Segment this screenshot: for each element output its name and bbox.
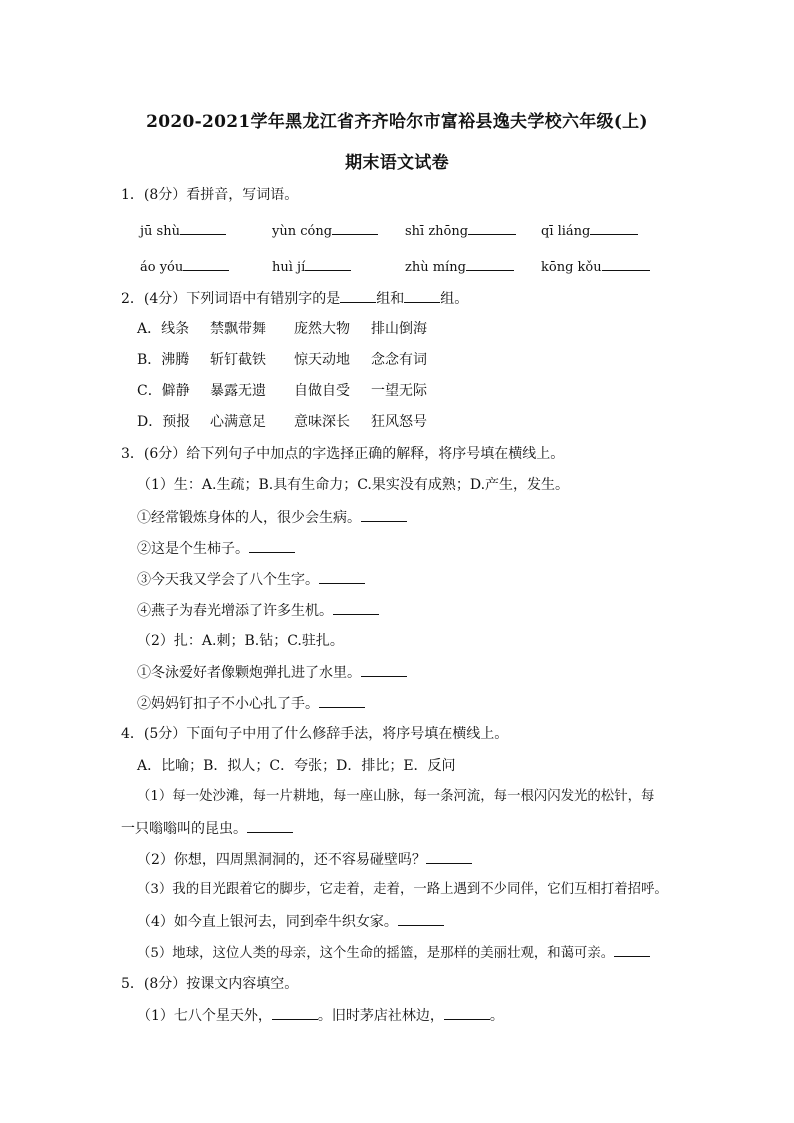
answer-blank[interactable]: [602, 256, 650, 271]
q4-sentence-2: [137, 849, 472, 870]
sentence-text: ④燕子为春光增添了许多生机。: [137, 603, 333, 619]
q1-pinyin-4: [541, 220, 638, 242]
q5-sentence-1: [137, 1005, 504, 1026]
option-word: 自做自受: [294, 383, 350, 399]
option-letter-word: C．僻静: [137, 383, 190, 399]
option-word: 意味深长: [294, 414, 350, 430]
answer-blank[interactable]: [404, 288, 440, 303]
option-letter-word: A．线条: [137, 321, 190, 337]
option-word: 心满意足: [210, 414, 266, 430]
answer-blank[interactable]: [319, 693, 365, 708]
q4-sentence-1b: [121, 818, 293, 839]
answer-blank[interactable]: [183, 256, 229, 271]
answer-blank[interactable]: [305, 256, 351, 271]
q4-sentence-5: [137, 942, 650, 964]
option-word: 禁飘带舞: [210, 321, 266, 337]
sentence-text: ①冬泳爱好者像颗炮弹扎进了水里。: [137, 665, 361, 681]
sentence-text: 一只嗡嗡叫的昆虫。: [121, 821, 247, 837]
q4-options: A．比喻；B．拟人；C．夸张；D．排比；E．反问: [137, 758, 456, 774]
q1-pinyin-3: [405, 220, 516, 242]
q3-sub1-item-1: [137, 507, 407, 528]
option-word: 念念有词: [371, 352, 427, 368]
answer-blank[interactable]: [361, 507, 407, 522]
option-word: 排山倒海: [371, 321, 427, 337]
q3-sub1-item-2: [137, 538, 295, 559]
pinyin-text: kōng kǒu: [541, 260, 602, 275]
option-word: 暴露无遗: [210, 383, 266, 399]
q3-sub2-item-2: [137, 693, 365, 714]
q4-sentence-3: （3）我的目光跟着它的脚步，它走着，走着，一路上遇到不少同伴，它们互相打着招呼。: [137, 882, 668, 897]
answer-blank[interactable]: [333, 600, 379, 615]
q1-pinyin-7: [405, 256, 514, 278]
answer-blank[interactable]: [426, 849, 472, 864]
q4-sentence-1a: （1）每一处沙滩，每一片耕地，每一座山脉，每一条河流，每一根闪闪发光的松针，每: [137, 789, 655, 804]
q4-sentence-4: [137, 911, 444, 932]
q2-stem-text-a: 2．(4分）下列词语中有错别字的是: [121, 291, 341, 307]
q1-pinyin-1: [140, 220, 226, 242]
q1-pinyin-8: [541, 256, 650, 278]
answer-blank[interactable]: [272, 1005, 318, 1020]
exam-title-line2: 期末语文试卷: [345, 153, 449, 173]
option-word: 斩钉截铁: [210, 352, 266, 368]
sentence-text: ③今天我又学会了八个生字。: [137, 572, 319, 588]
q3-sub1-definitions: （1）生：A.生疏；B.具有生命力；C.果实没有成熟；D.产生，发生。: [137, 477, 570, 493]
answer-blank[interactable]: [319, 569, 365, 584]
q1-stem: 1．(8分）看拼音，写词语。: [121, 187, 299, 203]
sentence-text: ②这是个生柿子。: [137, 541, 249, 557]
answer-blank[interactable]: [361, 662, 407, 677]
answer-blank[interactable]: [398, 911, 444, 926]
pinyin-text: áo yóu: [140, 260, 184, 275]
q1-pinyin-2: [272, 220, 378, 242]
answer-blank[interactable]: [332, 220, 378, 235]
pinyin-text: zhù míng: [405, 260, 466, 275]
pinyin-text: yùn cóng: [272, 224, 333, 239]
sentence-text: 。: [489, 1008, 504, 1024]
answer-blank[interactable]: [247, 818, 293, 833]
sentence-text: （5）地球，这位人类的母亲，这个生命的摇篮，是那样的美丽壮观，和蔼可亲。: [137, 946, 615, 961]
option-word: 狂风怒号: [371, 414, 427, 430]
q2-stem-text-c: 组。: [440, 291, 469, 307]
option-word: 庞然大物: [294, 321, 350, 337]
answer-blank[interactable]: [340, 288, 376, 303]
exam-title-line1: 2020-2021学年黑龙江省齐齐哈尔市富裕县逸夫学校六年级(上): [146, 112, 648, 132]
pinyin-text: huì jí: [272, 260, 306, 275]
answer-blank[interactable]: [249, 538, 295, 553]
answer-blank[interactable]: [444, 1005, 490, 1020]
option-word: 惊天动地: [294, 352, 350, 368]
sentence-text: （1）七八个星天外，: [137, 1008, 272, 1024]
answer-blank[interactable]: [614, 942, 650, 957]
answer-blank[interactable]: [590, 220, 638, 235]
q1-pinyin-6: [272, 256, 351, 278]
answer-blank[interactable]: [468, 220, 516, 235]
q3-sub1-item-3: [137, 569, 365, 590]
pinyin-text: jū shù: [140, 224, 180, 239]
sentence-text: ①经常锻炼身体的人，很少会生病。: [137, 510, 361, 526]
sentence-text: ②妈妈钉扣子不小心扎了手。: [137, 696, 319, 712]
pinyin-text: qī liáng: [541, 224, 591, 239]
sentence-text: 。旧时茅店社林边，: [317, 1008, 444, 1024]
option-word: 一望无际: [371, 383, 427, 399]
q4-stem: 4．(5分）下面句子中用了什么修辞手法，将序号填在横线上。: [121, 726, 509, 742]
sentence-text: （4）如今直上银河去，同到牵牛织女家。: [137, 914, 398, 930]
pinyin-text: shī zhōng: [405, 224, 469, 239]
q2-stem-text-b: 组和: [376, 291, 405, 307]
answer-blank[interactable]: [466, 256, 514, 271]
q3-sub1-item-4: [137, 600, 379, 621]
sentence-text: （2）你想，四周黑洞洞的，还不容易碰壁吗？: [137, 852, 426, 868]
q3-sub2-item-1: [137, 662, 407, 683]
answer-blank[interactable]: [180, 220, 226, 235]
q1-pinyin-5: [140, 256, 229, 278]
q5-stem: 5．(8分）按课文内容填空。: [121, 976, 299, 992]
q3-stem: 3．(6分）给下列句子中加点的字选择正确的解释，将序号填在横线上。: [121, 446, 565, 462]
q2-stem: [121, 288, 468, 309]
option-letter-word: D．预报: [137, 414, 191, 430]
option-letter-word: B．沸腾: [137, 352, 190, 368]
q3-sub2-definitions: （2）扎：A.刺；B.钻；C.驻扎。: [137, 633, 344, 649]
